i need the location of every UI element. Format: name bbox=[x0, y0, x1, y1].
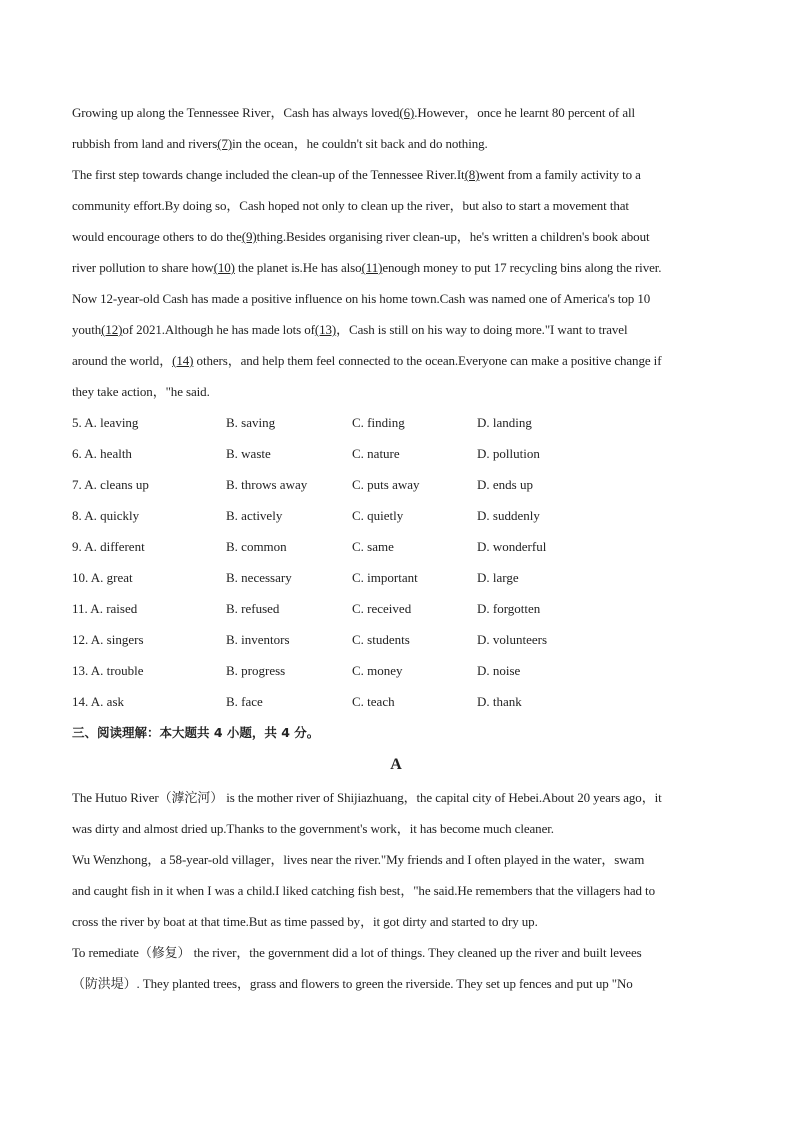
option-b: B. throws away bbox=[226, 477, 308, 492]
option-d: D. forgotten bbox=[477, 601, 541, 616]
blank-8: (8) bbox=[464, 167, 480, 182]
passage-text: .However，once he learnt 80 percent of all bbox=[414, 105, 636, 120]
option-c: C. finding bbox=[352, 415, 405, 430]
option-c: C. teach bbox=[352, 694, 395, 709]
option-c: C. important bbox=[352, 570, 418, 585]
option-d: D. pollution bbox=[477, 446, 540, 461]
passage-line bbox=[72, 221, 722, 252]
passage-line bbox=[72, 283, 722, 314]
option-d: D. wonderful bbox=[477, 539, 547, 554]
passage-text: others，and help them feel connected to the ocean.Everyone can make a positive change if bbox=[193, 353, 662, 368]
option-b: B. inventors bbox=[226, 632, 290, 647]
passage-line: cross the river by boat at that time.But as time passed by，it got dirty and started to dry up. bbox=[72, 914, 538, 929]
passage-line: To remediate（修复） the river，the government did a lot of things. They cleaned up the river and built levees bbox=[72, 945, 642, 960]
passage-text: went from a family activity to a bbox=[479, 167, 641, 182]
option-a: 11. A. raised bbox=[72, 601, 138, 616]
passage-title: A bbox=[390, 756, 402, 773]
option-a: 7. A. cleans up bbox=[72, 477, 149, 492]
passage-text: The first step towards change included the clean-up of the Tennessee River.It bbox=[72, 167, 465, 182]
option-d: D. landing bbox=[477, 415, 532, 430]
passage-line bbox=[72, 128, 722, 159]
option-a: 5. A. leaving bbox=[72, 415, 139, 430]
option-c: C. received bbox=[352, 601, 412, 616]
blank-13: (13) bbox=[314, 322, 337, 337]
option-c: C. nature bbox=[352, 446, 400, 461]
option-b: B. waste bbox=[226, 446, 271, 461]
option-a: 10. A. great bbox=[72, 570, 133, 585]
passage-line bbox=[72, 159, 722, 190]
question-row bbox=[72, 438, 722, 469]
passage-line: and caught fish in it when I was a child.I liked catching fish best，"he said.He remembers that the villagers had to bbox=[72, 883, 655, 898]
option-b: B. face bbox=[226, 694, 263, 709]
option-d: D. thank bbox=[477, 694, 522, 709]
passage-text: ，Cash is still on his way to doing more."I want to travel bbox=[336, 322, 628, 337]
option-a: 14. A. ask bbox=[72, 694, 124, 709]
option-b: B. saving bbox=[226, 415, 276, 430]
blank-10: (10) bbox=[213, 260, 235, 275]
passage-line: Wu Wenzhong，a 58-year-old villager，lives near the river."My friends and I often played in the water，swam bbox=[72, 852, 645, 867]
blank-11: (11) bbox=[361, 260, 383, 275]
question-row bbox=[72, 593, 722, 624]
blank-12: (12) bbox=[101, 322, 123, 337]
option-c: C. same bbox=[352, 539, 394, 554]
passage-line bbox=[72, 376, 722, 407]
option-b: B. actively bbox=[226, 508, 283, 523]
option-b: B. necessary bbox=[226, 570, 292, 585]
option-a: 12. A. singers bbox=[72, 632, 144, 647]
passage-line: （防洪堤）. They planted trees，grass and flowers to green the riverside. They set up fences and put up "No bbox=[72, 976, 633, 991]
blank-7: (7) bbox=[217, 136, 233, 151]
passage-text: river pollution to share how bbox=[72, 260, 214, 275]
option-a: 9. A. different bbox=[72, 539, 145, 554]
option-b: B. progress bbox=[226, 663, 286, 678]
question-row bbox=[72, 469, 722, 500]
passage-line bbox=[72, 314, 722, 345]
passage-text: rubbish from land and rivers bbox=[72, 136, 218, 151]
question-row bbox=[72, 562, 722, 593]
option-d: D. volunteers bbox=[477, 632, 548, 647]
option-d: D. suddenly bbox=[477, 508, 540, 523]
passage-text: they take action，"he said. bbox=[72, 384, 210, 399]
passage-text: enough money to put 17 recycling bins along the river. bbox=[382, 260, 662, 275]
passage-line bbox=[72, 345, 722, 376]
question-row bbox=[72, 407, 722, 438]
passage-text: around the world， bbox=[72, 353, 173, 368]
passage-text: Now 12-year-old Cash has made a positive influence on his home town.Cash was named one of America's top 10 bbox=[72, 291, 651, 306]
option-a: 6. A. health bbox=[72, 446, 132, 461]
option-c: C. students bbox=[352, 632, 410, 647]
option-c: C. money bbox=[352, 663, 403, 678]
blank-14: (14) bbox=[172, 353, 194, 368]
question-row bbox=[72, 500, 722, 531]
passage-text: the planet is.He has also bbox=[234, 260, 362, 275]
document-page bbox=[72, 97, 722, 999]
question-row bbox=[72, 624, 722, 655]
passage-text: youth bbox=[72, 322, 102, 337]
blank-9: (9) bbox=[241, 229, 257, 244]
passage-line bbox=[72, 190, 722, 221]
option-d: D. ends up bbox=[477, 477, 533, 492]
passage-text: Growing up along the Tennessee River，Cash has always loved bbox=[72, 105, 400, 120]
passage-text: of 2021.Although he has made lots of bbox=[122, 322, 315, 337]
option-c: C. puts away bbox=[352, 477, 420, 492]
option-a: 8. A. quickly bbox=[72, 508, 140, 523]
passage-text: thing.Besides organising river clean-up，he's written a children's book about bbox=[256, 229, 650, 244]
option-d: D. large bbox=[477, 570, 519, 585]
blank-6: (6) bbox=[399, 105, 415, 120]
passage-line: was dirty and almost dried up.Thanks to the government's work，it has become much cleaner. bbox=[72, 821, 554, 836]
passage-text: would encourage others to do the bbox=[72, 229, 242, 244]
passage-text: in the ocean，he couldn't sit back and do nothing. bbox=[232, 136, 488, 151]
passage-line bbox=[72, 252, 722, 283]
option-d: D. noise bbox=[477, 663, 521, 678]
question-row bbox=[72, 686, 722, 717]
question-row bbox=[72, 531, 722, 562]
passage-line bbox=[72, 97, 722, 128]
option-c: C. quietly bbox=[352, 508, 404, 523]
passage-text: community effort.By doing so，Cash hoped not only to clean up the river，but also to start a movement that bbox=[72, 198, 629, 213]
option-b: B. refused bbox=[226, 601, 280, 616]
question-row bbox=[72, 655, 722, 686]
passage-line: The Hutuo River（滹沱河） is the mother river of Shijiazhuang，the capital city of Hebei.About 20 years ago，it bbox=[72, 790, 662, 805]
section-heading: 三、阅读理解：本大题共 4 小题，共 4 分。 bbox=[72, 725, 320, 740]
option-a: 13. A. trouble bbox=[72, 663, 144, 678]
option-b: B. common bbox=[226, 539, 287, 554]
